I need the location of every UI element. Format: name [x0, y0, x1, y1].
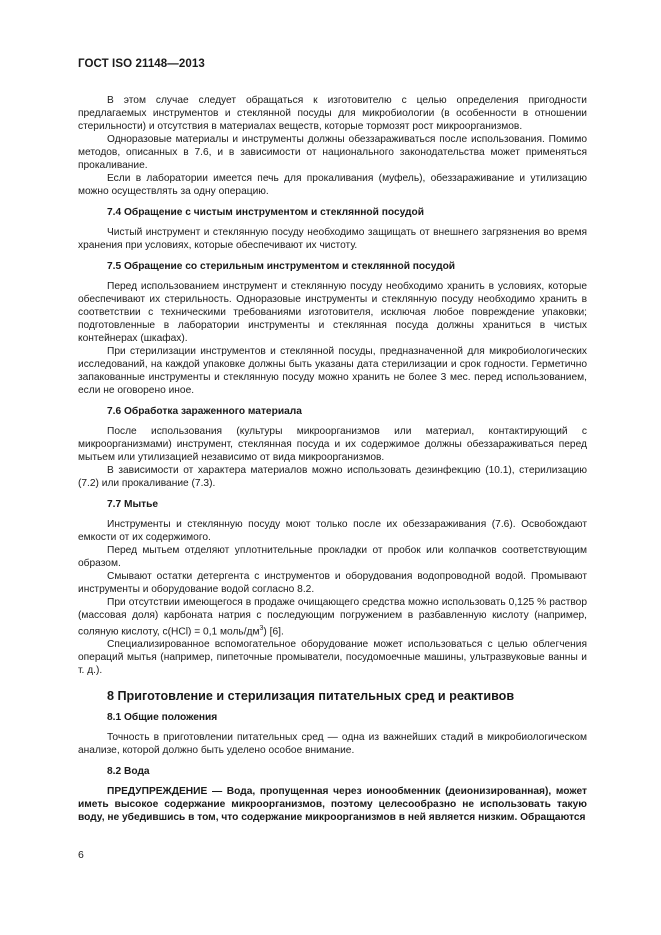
page-number: 6: [78, 849, 84, 861]
paragraph: Специализированное вспомогательное оборудование может использоваться с целью облегчения операций мытья (например, пипеточные промыватели, посудомоечные машины, ультразвуковые ванны и т. д.).: [78, 639, 587, 677]
section-title-7-4: 7.4 Обращение с чистым инструментом и стеклянной посудой: [107, 207, 424, 218]
paragraph: Перед использованием инструмент и стеклянную посуду необходимо хранить в условиях, которые обеспечивают их стерильность. Одноразовые инструменты и стеклянную посуду необходимо хранить в соответствии с техническими требованиями изготовителя, исключая любое повреждение упаковки; подготовленные в лаборатории инструменты и стеклянная посуда должны храниться в чистых контейнерах (шкафах).: [78, 281, 587, 344]
document-id-header: ГОСТ ISO 21148—2013: [78, 58, 205, 70]
section-title-7-6: 7.6 Обработка зараженного материала: [107, 406, 302, 417]
paragraph: Инструменты и стеклянную посуду моют только после их обеззараживания (7.6). Освобождают емкости от их содержимого.: [78, 519, 587, 543]
warning-paragraph: ПРЕДУПРЕЖДЕНИЕ — Вода, пропущенная через ионообменник (деионизированная), может иметь высокое содержание микроорганизмов, поэтому целесообразно не использовать такую воду, не убедившись в том, что содержание микроорганизмов в ней является низким. Обращаются: [78, 786, 587, 824]
paragraph: Если в лаборатории имеется печь для прокаливания (муфель), обеззараживание и утилизацию можно осуществлять за одну операцию.: [78, 173, 587, 197]
section-title-7-5: 7.5 Обращение со стерильным инструментом и стеклянной посудой: [107, 261, 456, 272]
paragraph: Перед мытьем отделяют уплотнительные прокладки от пробок или колпачков соответствующим образом.: [78, 545, 587, 569]
section-title-8-1: 8.1 Общие положения: [107, 712, 218, 724]
paragraph: Точность в приготовлении питательных сред — одна из важнейших стадий в микробиологическом анализе, которой должно быть уделено особое внимание.: [78, 732, 587, 757]
paragraph: После использования (культуры микроорганизмов или материал, контактирующий с микроорганизмами) инструмент, стеклянная посуда и их содержимое должны обеззараживаться перед мытьем или утилизацией независимо от вида микроорганизмов.: [78, 426, 587, 463]
paragraph: Чистый инструмент и стеклянную посуду необходимо защищать от внешнего загрязнения во время хранения при условиях, которые обеспечивают их чистоту.: [78, 227, 587, 251]
paragraph: Смывают остатки детергента с инструментов и оборудования водопроводной водой. Промывают инструменты и оборудование водой согласно 8.2.: [78, 571, 587, 595]
paragraph: [78, 596, 587, 638]
page-content: [78, 94, 587, 824]
paragraph-text: ) [6].: [263, 626, 284, 638]
paragraph: Одноразовые материалы и инструменты должны обеззараживаться после использования. Помимо методов, описанных в 7.6, и в зависимости от национального законодательства может применяться прокаливание.: [78, 134, 587, 171]
paragraph: В этом случае следует обращаться к изготовителю с целью определения пригодности предлагаемых инструментов и стеклянной посуды для микробиологии (в особенности в отношении стерильности) и отсутствия в материалах веществ, которые тормозят рост микроорганизмов.: [78, 95, 587, 132]
superscript: 3: [259, 625, 264, 632]
section-title-7-7: 7.7 Мытье: [107, 499, 159, 510]
section-title-8: 8 Приготовление и стерилизация питательных сред и реактивов: [107, 689, 515, 704]
section-title-8-2: 8.2 Вода: [107, 766, 150, 778]
paragraph: В зависимости от характера материалов можно использовать дезинфекцию (10.1), стерилизацию (7.2) или прокаливание (7.3).: [78, 465, 587, 489]
paragraph: При стерилизации инструментов и стеклянной посуды, предназначенной для микробиологических исследований, на каждой упаковке должны быть указаны дата стерилизации и срок годности. Герметично запакованные инструменты и стеклянную посуду можно хранить не более 3 мес. перед использованием, если не оговорено иное.: [78, 346, 587, 396]
paragraph-text: При отсутствии имеющегося в продаже очищающего средства можно использовать 0,125 % раствор (массовая доля) карбоната натрия с последующим погружением в разбавленную кислоту (например, соляную кислоту, c(HCl) = 0,1 моль/дм: [78, 597, 587, 638]
